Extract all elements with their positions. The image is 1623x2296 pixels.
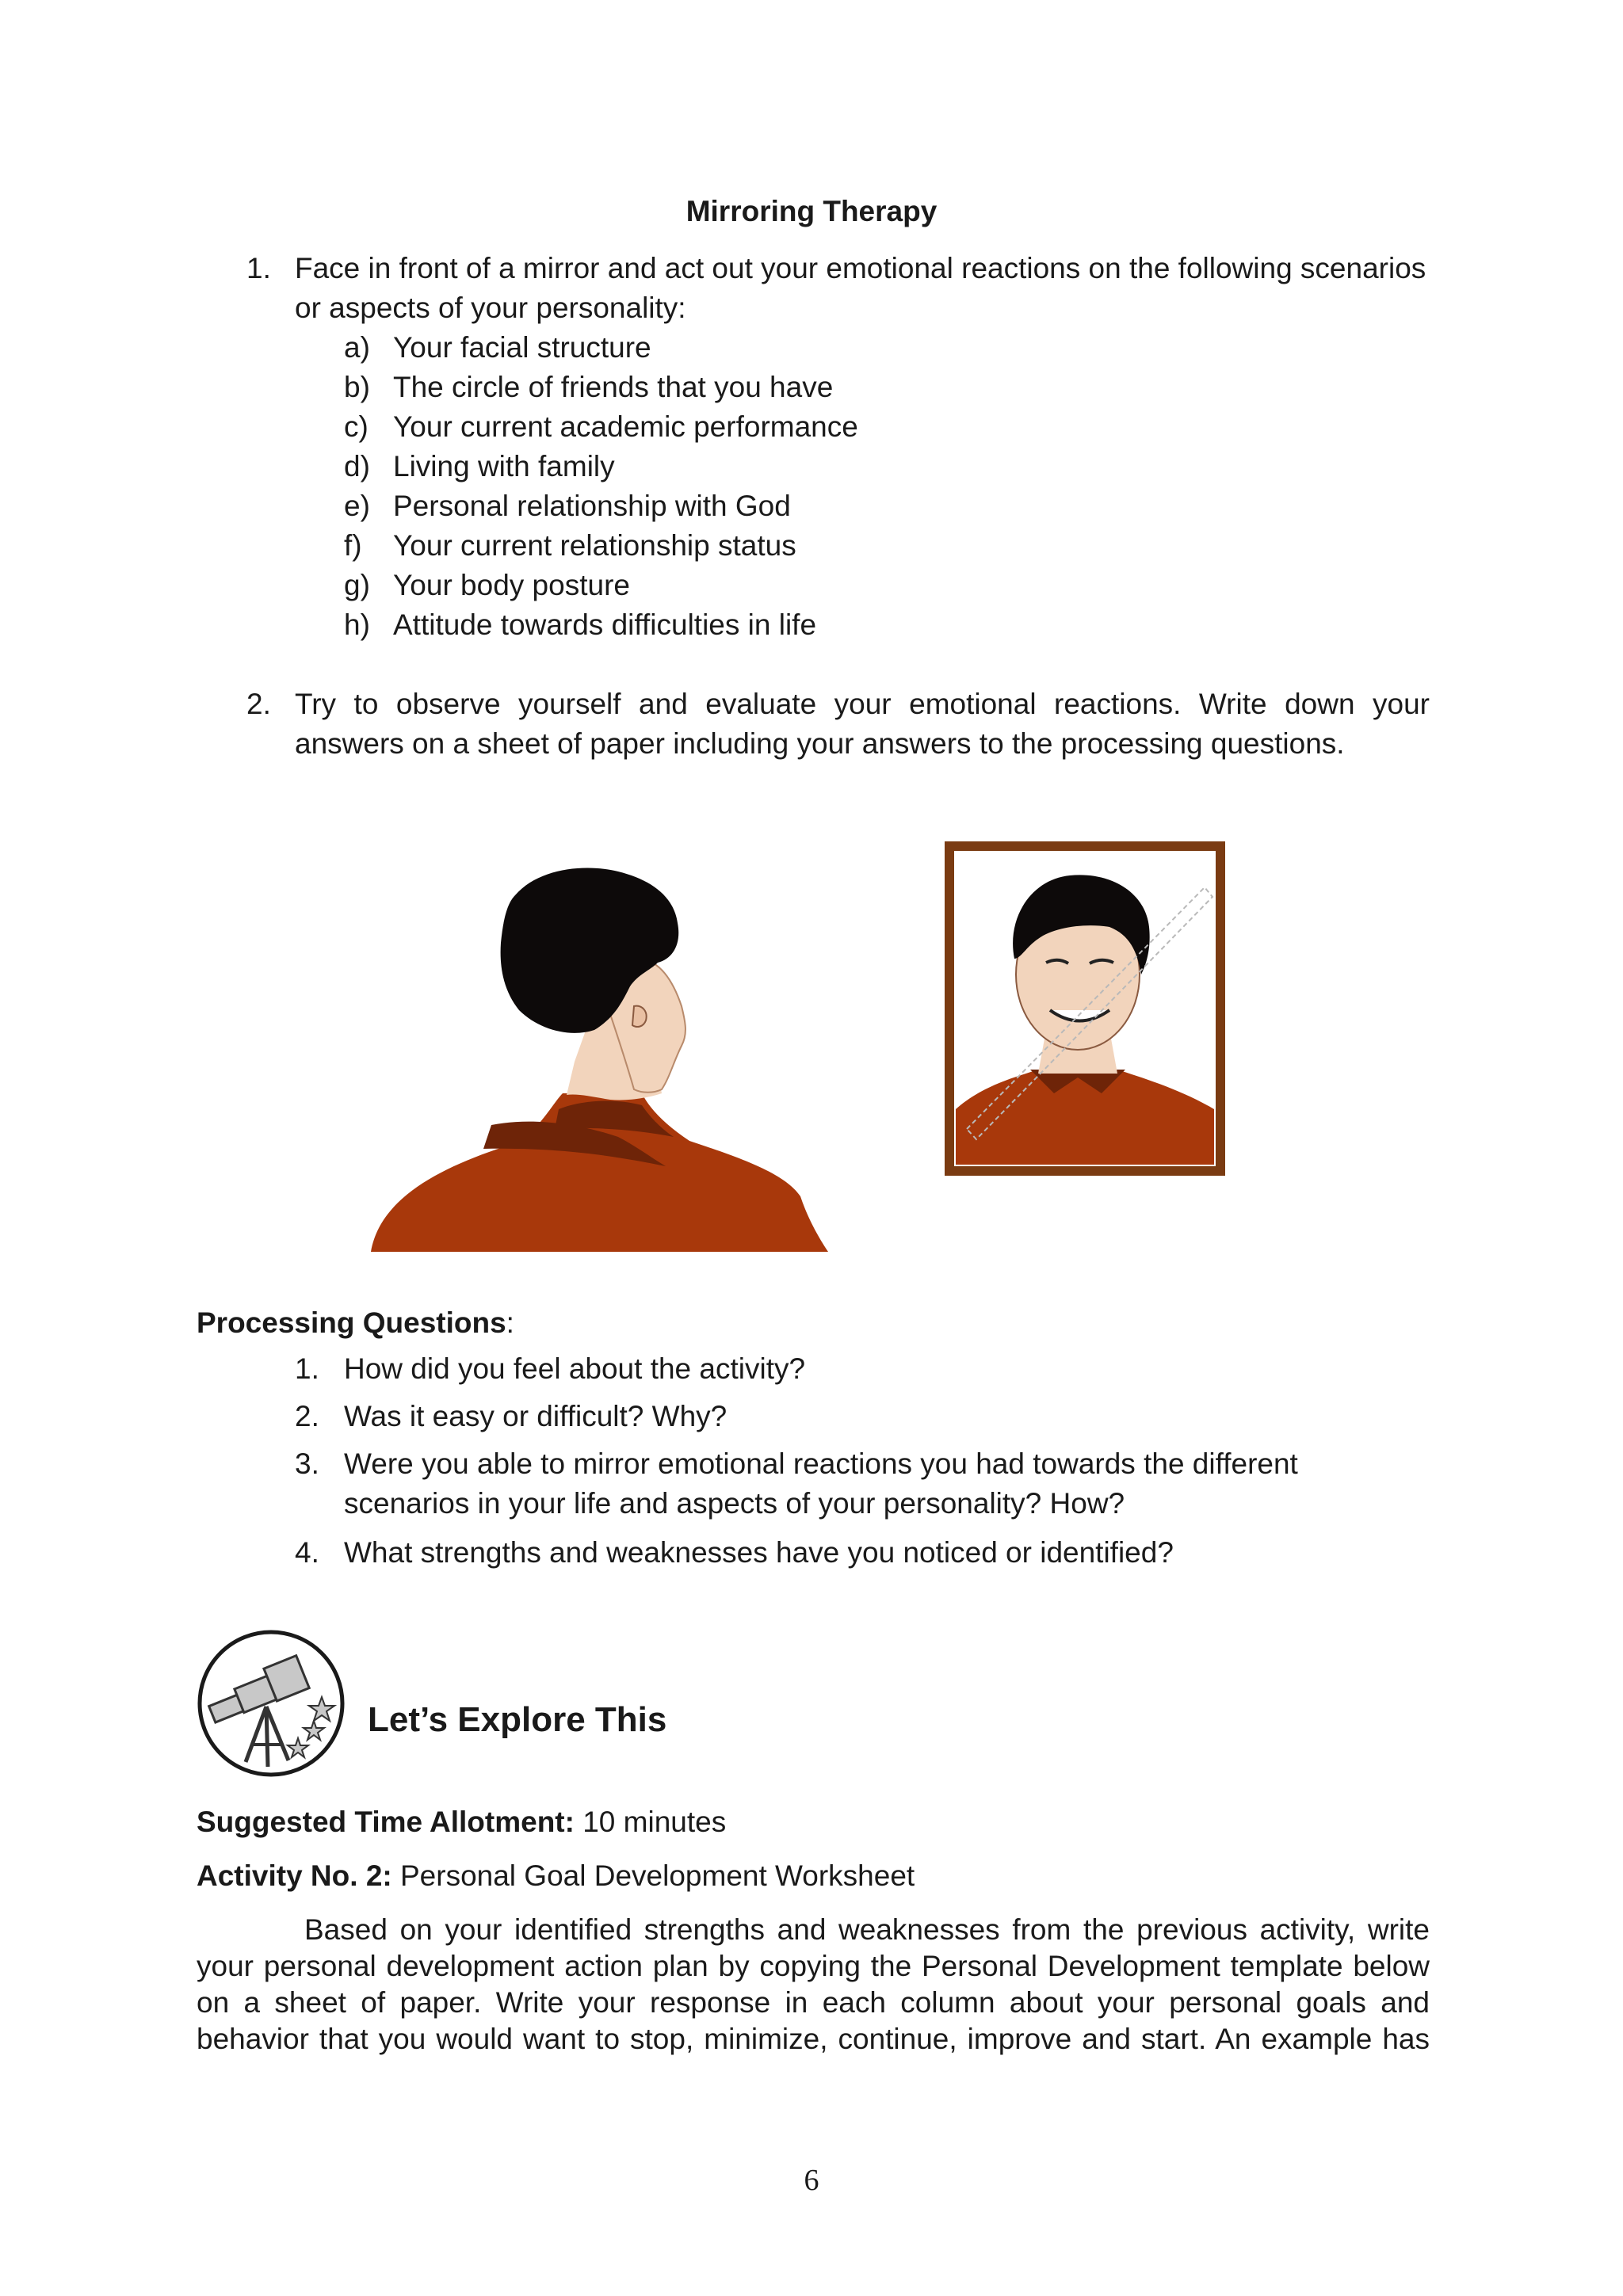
page-title: Mirroring Therapy (685, 195, 938, 227)
question-text-cont: scenarios in your life and aspects of your personality? How? (344, 1487, 1125, 1520)
scenario-item: Your facial structure (393, 331, 651, 364)
scenario-item: The circle of friends that you have (393, 371, 834, 403)
instruction-number: 2. (246, 688, 271, 720)
scenario-item: Personal relationship with God (393, 490, 791, 522)
paragraph-line: your personal development action plan by copying the Personal Development template below (197, 1950, 1430, 1982)
paragraph-line: on a sheet of paper. Write your response in each column about your personal goals and (197, 1986, 1430, 2019)
question-number: 2. (295, 1400, 319, 1432)
paragraph-line: Based on your identified strengths and weaknesses from the previous activity, write (304, 1913, 1430, 1946)
time-allotment (197, 1802, 726, 1842)
paragraph-line: behavior that you would want to stop, minimize, continue, improve and start. An example has (197, 2023, 1430, 2055)
man-back-view (371, 868, 828, 1252)
page-number: 6 (804, 2164, 819, 2197)
scenario-letter: h) (344, 608, 370, 641)
processing-heading (197, 1303, 514, 1343)
question-text: Were you able to mirror emotional reactions you had towards the different (344, 1447, 1298, 1480)
scenario-item: Attitude towards difficulties in life (393, 608, 817, 641)
instruction-text: Face in front of a mirror and act out your emotional reactions on the following scenarios (295, 252, 1426, 284)
instruction-text-cont: or aspects of your personality: (295, 292, 686, 324)
telescope-icon (195, 1627, 347, 1779)
processing-colon: : (506, 1306, 514, 1339)
scenario-item: Your current relationship status (393, 529, 796, 562)
mirror-illustration (357, 824, 1244, 1268)
question-number: 1. (295, 1352, 319, 1385)
section-heading: Let’s Explore This (368, 1700, 667, 1739)
scenario-item: Your body posture (393, 569, 630, 601)
scenario-letter: f) (344, 529, 362, 562)
instruction-number: 1. (246, 252, 271, 284)
scenario-letter: g) (344, 569, 370, 601)
scenario-letter: a) (344, 331, 370, 364)
question-text: How did you feel about the activity? (344, 1352, 806, 1385)
activity-label: Activity No. 2: (197, 1859, 392, 1892)
instruction-text-cont: answers on a sheet of paper including your answers to the processing questions. (295, 727, 1345, 760)
mirror-frame (945, 841, 1225, 1176)
activity-line (197, 1856, 915, 1896)
scenario-item: Living with family (393, 450, 615, 482)
activity-title: Personal Goal Development Worksheet (400, 1859, 915, 1892)
instruction-text: Try to observe yourself and evaluate your emotional reactions. Write down your (295, 688, 1430, 720)
question-number: 3. (295, 1447, 319, 1480)
scenario-item: Your current academic performance (393, 410, 858, 443)
time-value: 10 minutes (582, 1806, 727, 1838)
scenario-letter: b) (344, 371, 370, 403)
processing-label: Processing Questions (197, 1306, 506, 1339)
question-text: Was it easy or difficult? Why? (344, 1400, 727, 1432)
time-label: Suggested Time Allotment: (197, 1806, 575, 1838)
scenario-letter: e) (344, 490, 370, 522)
question-text: What strengths and weaknesses have you noticed or identified? (344, 1536, 1174, 1569)
scenario-letter: c) (344, 410, 369, 443)
question-number: 4. (295, 1536, 319, 1569)
scenario-letter: d) (344, 450, 370, 482)
